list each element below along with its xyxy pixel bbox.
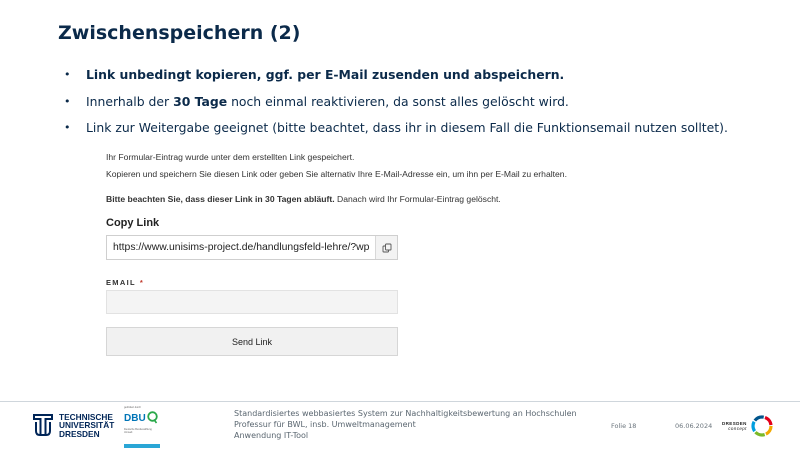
slide-title: Zwischenspeichern (2)	[58, 22, 301, 44]
bullet-3-text: Link zur Weitergabe geeignet (bitte beachtet, dass ihr in diesem Fall die Funktionsemail nutzen solltet).	[86, 120, 728, 135]
footer-chair: Professur für BWL, insb. Umweltmanagement	[234, 420, 416, 429]
slide-number: Folie 18	[611, 422, 637, 430]
email-label	[106, 278, 143, 287]
copy-link-heading: Copy Link	[106, 217, 160, 229]
bullet-2-bold: 30 Tage	[173, 93, 228, 109]
form-note-expiry-rest: Danach wird Ihr Formular-Eintrag gelöscht.	[334, 194, 501, 204]
dc-logo-line-2: concept	[728, 426, 747, 431]
dresden-concept-logo	[722, 413, 775, 439]
footer-divider	[0, 401, 800, 402]
copy-link-value[interactable]: https://www.unisims-project.de/handlungsfeld-lehre/?wp	[113, 242, 370, 253]
copy-link-field[interactable]	[106, 235, 398, 260]
send-link-button[interactable]: Send Link	[106, 327, 398, 356]
tud-logo-line-3: DRESDEN	[59, 428, 100, 439]
dbu-logo-sub: Deutsche Bundesstiftung Umwelt	[124, 428, 152, 434]
form-note-copy: Kopieren und speichern Sie diesen Link oder geben Sie alternativ Ihre E-Mail-Adresse ein, um ihn per E-Mail zu erhalten.	[106, 169, 567, 179]
footer-topic: Anwendung IT-Tool	[234, 431, 309, 440]
bullet-item-2	[64, 93, 784, 120]
dbu-logo	[124, 406, 160, 448]
dbu-emblem-icon	[147, 411, 158, 424]
tu-dresden-logo	[32, 413, 114, 438]
bullet-item-1	[64, 66, 784, 93]
email-label-text: EMAIL	[106, 278, 136, 287]
bullet-1-text: Link unbedingt kopieren, ggf. per E-Mail zusenden und abspeichern.	[86, 67, 565, 82]
tud-logo-line-1: TECHNISCHE	[59, 412, 113, 422]
dbu-logo-bar	[124, 444, 160, 448]
slide-date: 06.06.2024	[675, 422, 713, 430]
dresden-concept-ring-icon	[749, 413, 775, 439]
email-input[interactable]	[106, 290, 398, 314]
dbu-logo-text: DBU	[124, 413, 146, 424]
tud-logo-line-2: UNIVERSITÄT	[59, 420, 115, 431]
bullet-list	[64, 66, 784, 146]
bullet-item-3	[64, 119, 784, 146]
copy-button[interactable]	[375, 236, 397, 259]
tud-emblem-icon	[32, 413, 54, 437]
dbu-logo-small: gefördert durch	[124, 406, 141, 409]
form-note-expiry	[106, 194, 501, 204]
copy-icon	[382, 243, 392, 253]
dc-logo-line-1: DRESDEN	[722, 421, 747, 426]
required-marker: *	[139, 278, 143, 287]
footer-info	[234, 408, 577, 441]
form-note-saved: Ihr Formular-Eintrag wurde unter dem erstellten Link gespeichert.	[106, 152, 355, 162]
footer-project: Standardisiertes webbasiertes System zur Nachhaltigkeitsbewertung an Hochschulen	[234, 409, 577, 418]
bullet-2-pre: Innerhalb der	[86, 93, 174, 109]
form-note-expiry-bold: Bitte beachten Sie, dass dieser Link in 30 Tagen abläuft.	[106, 194, 335, 204]
bullet-2-post: noch einmal reaktivieren, da sonst alles gelöscht wird.	[227, 93, 569, 109]
